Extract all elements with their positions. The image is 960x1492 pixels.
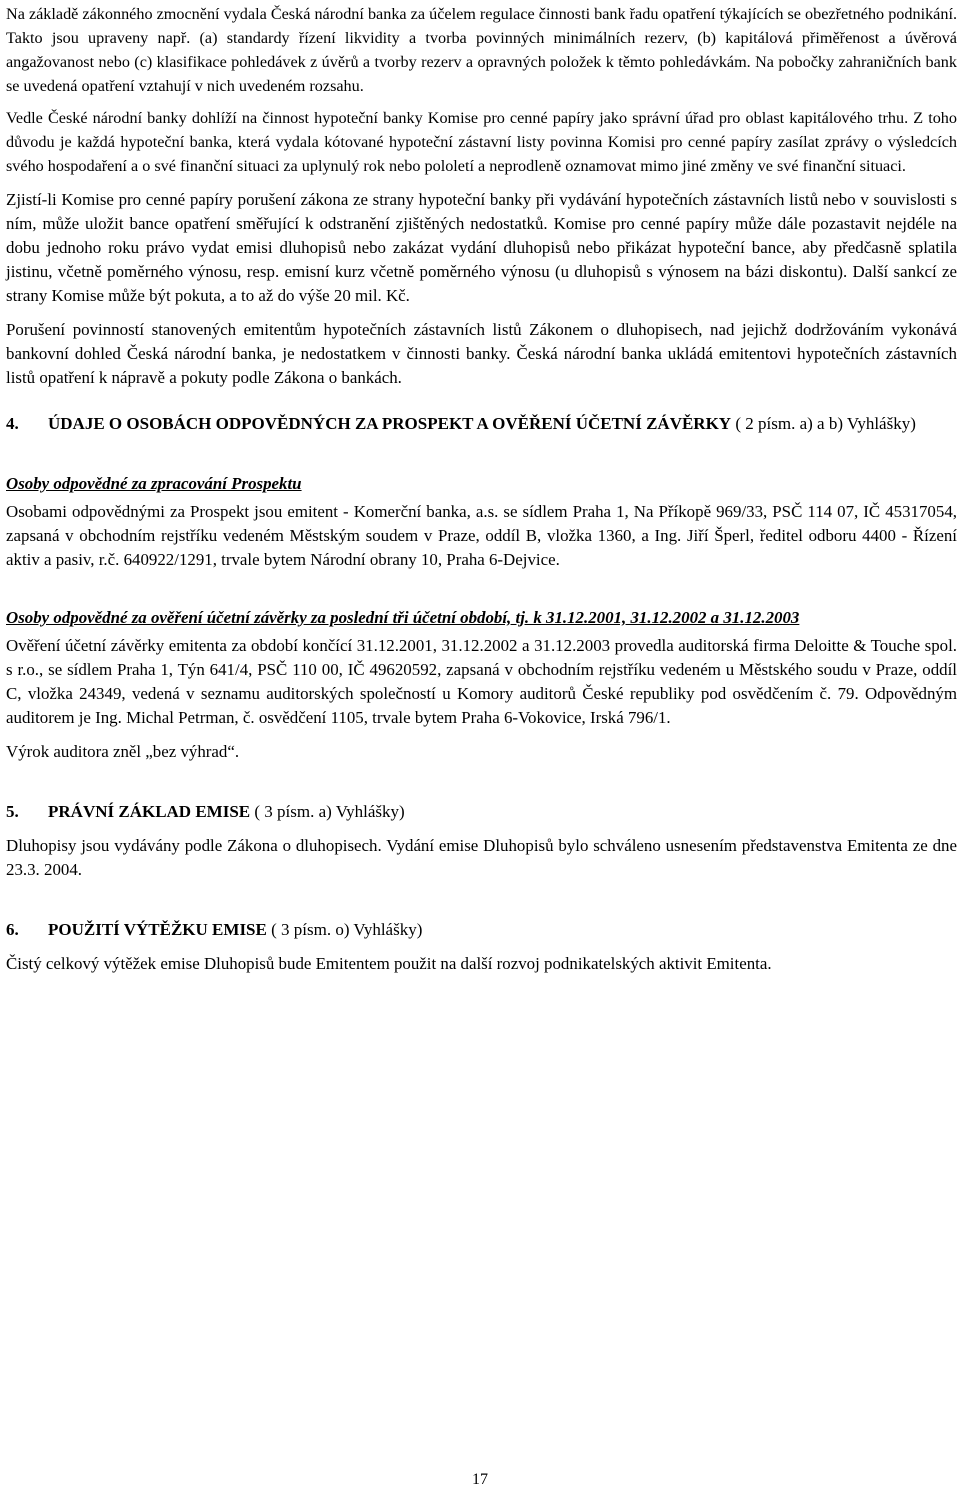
section-6-title: POUŽITÍ VÝTĚŽKU EMISE: [48, 920, 267, 939]
paragraph-use-of-proceeds: Čistý celkový výtěžek emise Dluhopisů bude Emitentem použit na další rozvoj podnikatelských aktivit Emitenta.: [6, 954, 772, 973]
section-4-heading: [6, 412, 957, 436]
document-page: [6, 2, 957, 976]
section-5-title: PRÁVNÍ ZÁKLAD EMISE: [48, 802, 251, 821]
section-4-number: 4.: [6, 414, 19, 433]
section-6-heading: [6, 918, 957, 942]
subheading-prospectus-responsible: Osoby odpovědné za zpracování Prospektu: [6, 474, 302, 493]
section-5-heading: [6, 800, 957, 824]
section-4-reference: ( 2 písm. a) a b) Vyhlášky): [731, 414, 916, 433]
paragraph-commission-sanctions: Zjistí-li Komise pro cenné papíry porušení zákona ze strany hypoteční banky při vydávání hypotečních zástavních listů nebo v souvislosti s ním, může uložit bance opatření směřující k odstranění zjištěných nedostatků. Komise pro cenné papíry může dále pozastavit nejdéle na dobu jednoho roku právo vydat emisi dluhopisů nebo zakázat vydání dluhopisů nebo přikázat hypoteční bance, aby předčasně splatila jistinu, včetně poměrného výnosu, resp. emisní kurz včetně poměrného výnosu (u dluhopisů s výnosem na bázi diskontu). Další sankcí ze strany Komise může být pokuta, a to až do výše 20 mil. Kč.: [6, 190, 957, 305]
section-6-reference: ( 3 písm. o) Vyhlášky): [266, 920, 423, 939]
paragraph-securities-commission: Vedle České národní banky dohlíží na činnost hypoteční banky Komise pro cenné papíry jako správní úřad pro oblast kapitálového trhu. Z toho důvodu je každá hypoteční banka, která vydala kótované hypoteční zástavní listy povinna Komisi pro cenné papíry zasílat zprávy o výsledcích svého hospodaření a o své finanční situaci za uplynulý rok nebo pololetí a neprodleně oznamovat mimo jiné změny ve své finanční situaci.: [6, 109, 957, 175]
subheading-audit-responsible: Osoby odpovědné za ověření účetní závěrky za poslední tři účetní období, tj. k 31.12.2001, 31.12.2002 a 31.12.2003: [6, 608, 800, 627]
paragraph-audit-responsible: Ověření účetní závěrky emitenta za období končící 31.12.2001, 31.12.2002 a 31.12.2003 provedla auditorská firma Deloitte & Touche spol. s r.o., se sídlem Praha 1, Týn 641/4, PSČ 110 00, IČ 49620592, zapsaná v obchodním rejstříku vedeném u Městského soudu v Praze, oddíl C, vložka 24349, vedená v seznamu auditorských společností u Komory auditorů České republiky pod osvědčením č. 79. Odpovědným auditorem je Ing. Michal Petrman, č. osvědčení 1105, trvale bytem Praha 6-Vokovice, Irská 796/1.: [6, 636, 957, 727]
paragraph-legal-basis: Dluhopisy jsou vydávány podle Zákona o dluhopisech. Vydání emise Dluhopisů bylo schváleno usnesením představenstva Emitenta ze dne 23.3. 2004.: [6, 836, 957, 879]
paragraph-bank-regulation: Na základě zákonného zmocnění vydala Česká národní banka za účelem regulace činnosti bank řadu opatření týkajících se obezřetného podnikání. Takto jsou upraveny např. (a) standardy řízení likvidity a tvorba povinných minimálních rezerv, (b) kapitálová přiměřenost a úvěrová angažovanost nebo (c) klasifikace pohledávek z úvěrů a tvorby rezerv a opravných položek k těmto pohledávkám. Na pobočky zahraničních bank se uvedená opatření vztahují v nich uvedeném rozsahu.: [6, 5, 957, 95]
paragraph-prospectus-responsible: Osobami odpovědnými za Prospekt jsou emitent - Komerční banka, a.s. se sídlem Praha 1, Na Příkopě 969/33, PSČ 114 07, IČ 45317054, zapsaná v obchodním rejstříku vedeném Městským soudem v Praze, oddíl B, vložka 1360, a Ing. Jiří Šperl, ředitel odboru 4400 - Řízení aktiv a pasiv, r.č. 640922/1291, trvale bytem Národní obrany 10, Praha 6-Dejvice.: [6, 502, 957, 569]
section-6-number: 6.: [6, 920, 19, 939]
page-number: 17: [472, 1471, 488, 1488]
section-4-title: ÚDAJE O OSOBÁCH ODPOVĚDNÝCH ZA PROSPEKT A OVĚŘENÍ ÚČETNÍ ZÁVĚRKY: [48, 414, 732, 433]
section-5-number: 5.: [6, 802, 19, 821]
paragraph-auditor-opinion: Výrok auditora zněl „bez výhrad“.: [6, 742, 240, 761]
section-5-reference: ( 3 písm. a) Vyhlášky): [250, 802, 405, 821]
paragraph-obligation-breach: Porušení povinností stanovených emitentům hypotečních zástavních listů Zákonem o dluhopisech, nad jejichž dodržováním vykonává bankovní dohled Česká národní banka, je nedostatkem v činnosti banky. Česká národní banka ukládá emitentovi hypotečních zástavních listů opatření k nápravě a pokuty podle Zákona o bankách.: [6, 320, 957, 387]
